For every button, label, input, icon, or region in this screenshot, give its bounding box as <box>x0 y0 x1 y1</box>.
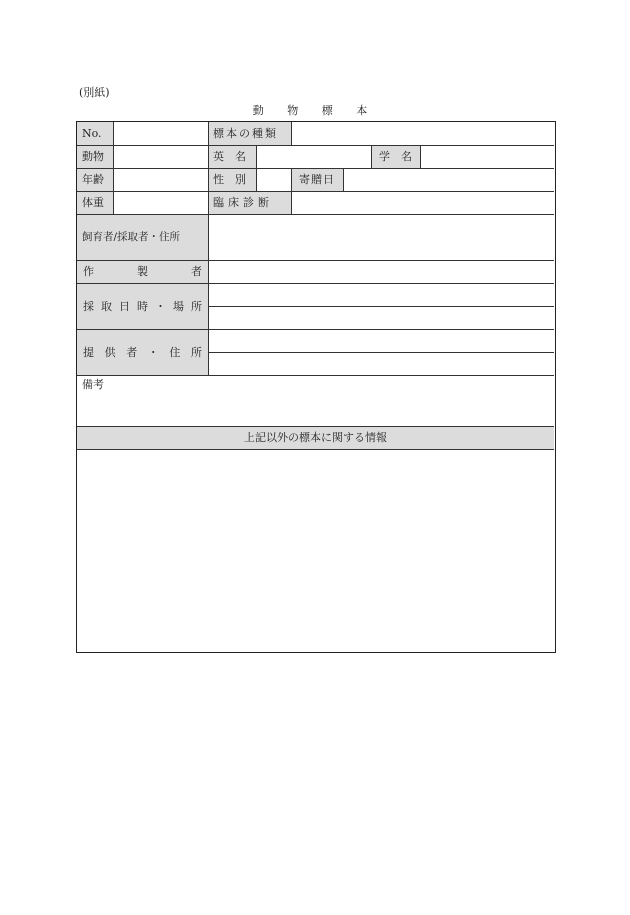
provider-char: 提 <box>83 345 94 359</box>
label-no: No. <box>77 122 113 145</box>
grid-line <box>77 191 554 192</box>
grid-line <box>208 306 554 307</box>
grid-line <box>113 122 114 214</box>
provider-char: 所 <box>190 345 202 359</box>
label-specimen-type: 標本の種類 <box>208 122 291 145</box>
weight-input[interactable] <box>113 191 208 214</box>
no-input[interactable] <box>113 122 208 145</box>
remarks-input[interactable] <box>77 375 554 426</box>
specimen-type-input[interactable] <box>291 122 554 145</box>
label-collection <box>77 283 208 329</box>
grid-line <box>77 283 554 284</box>
label-sex: 性 別 <box>208 168 256 191</box>
provider-char: ・ <box>147 345 159 359</box>
maker-char: 製 <box>137 265 148 278</box>
grid-line <box>77 260 554 261</box>
grid-line <box>77 426 554 427</box>
diagnosis-input[interactable] <box>291 191 554 214</box>
collection-char: 所 <box>191 299 202 313</box>
grid-line <box>77 168 554 169</box>
age-input[interactable] <box>113 168 208 191</box>
collection-char: 日 <box>119 299 130 313</box>
maker-input[interactable] <box>208 260 554 283</box>
collection-char: ・ <box>155 299 166 313</box>
english-name-input[interactable] <box>256 145 371 168</box>
grid-line <box>77 449 554 450</box>
other-info-header: 上記以外の標本に関する情報 <box>77 426 554 449</box>
collection-char: 時 <box>137 299 148 313</box>
grid-line <box>343 168 344 191</box>
grid-line <box>208 352 554 353</box>
provider-input-2[interactable] <box>208 352 554 375</box>
grid-line <box>77 214 554 215</box>
grid-line <box>77 375 554 376</box>
grid-line <box>420 145 421 168</box>
animal-input[interactable] <box>113 145 208 168</box>
label-diagnosis: 臨床診断 <box>208 191 291 214</box>
grid-line <box>77 145 554 146</box>
label-provider <box>77 329 208 375</box>
sex-input[interactable] <box>256 168 291 191</box>
grid-line <box>291 122 292 145</box>
owner-input[interactable] <box>208 214 554 260</box>
specimen-form <box>76 121 556 653</box>
form-title: 動 物 標 本 <box>252 104 378 117</box>
provider-input-1[interactable] <box>208 329 554 352</box>
provider-char: 者 <box>126 345 138 359</box>
grid-line <box>371 145 372 168</box>
label-owner: 飼育者/採取者・住所 <box>77 214 208 260</box>
grid-line <box>256 145 257 191</box>
provider-char: 住 <box>169 345 181 359</box>
collection-input-1[interactable] <box>208 283 554 306</box>
collection-input-2[interactable] <box>208 306 554 329</box>
label-weight: 体重 <box>77 191 113 214</box>
maker-char: 者 <box>191 265 202 278</box>
label-age: 年齢 <box>77 168 113 191</box>
maker-char: 作 <box>83 265 94 278</box>
label-maker <box>77 260 208 283</box>
other-info-input[interactable] <box>77 449 554 651</box>
grid-line <box>77 329 554 330</box>
collection-char: 取 <box>101 299 112 313</box>
note-attachment: (別紙) <box>79 86 110 99</box>
provider-char: 供 <box>104 345 116 359</box>
label-scientific-name: 学 名 <box>371 145 420 168</box>
scientific-name-input[interactable] <box>420 145 554 168</box>
grid-line <box>291 168 292 214</box>
collection-char: 採 <box>83 299 94 313</box>
label-animal: 動物 <box>77 145 113 168</box>
label-donation-date: 寄贈日 <box>291 168 343 191</box>
collection-char: 場 <box>173 299 184 313</box>
grid-line <box>208 122 209 375</box>
label-english-name: 英 名 <box>208 145 256 168</box>
donation-date-input[interactable] <box>343 168 554 191</box>
label-remarks: 備考 <box>82 378 104 391</box>
